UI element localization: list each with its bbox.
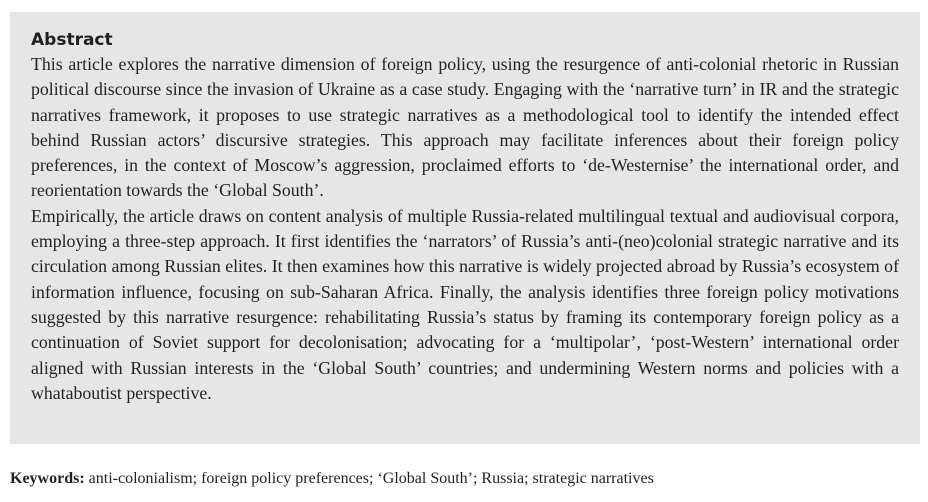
abstract-paragraph-2: Empirically, the article draws on content analysis of multiple Russia-related multilingual textual and audiovisual corpora, employing a three-step approach. It first identifies the ‘narrators’ of Russia’s anti-(neo)colonial strategic narrative and its circulation among Russian elites. It then examines how this narrative is widely projected abroad by Russia’s ecosystem of information influence, focusing on sub-Saharan Africa. Finally, the analysis identifies three foreign policy motivations suggested by this narrative resurgence: rehabilitating Russia’s status by framing its contemporary foreign policy as a continuation of Soviet support for decolonisation; advocating for a ‘multipolar’, ‘post-Western’ international order aligned with Russian interests in the ‘Global South’ countries; and undermining Western norms and policies with a whataboutist perspective.	[31, 205, 899, 403]
abstract-box	[10, 12, 920, 444]
abstract-heading: Abstract	[31, 30, 113, 50]
keywords-label: Keywords:	[10, 470, 85, 487]
keywords-text: anti-colonialism; foreign policy preferences; ‘Global South’; Russia; strategic narratives	[88, 470, 654, 487]
keywords-line	[10, 468, 920, 490]
abstract-paragraph-1: This article explores the narrative dimension of foreign policy, using the resurgence of anti-colonial rhetoric in Russian political discourse since the invasion of Ukraine as a case study. Engaging with the ‘narrative turn’ in IR and the strategic narratives framework, it proposes to use strategic narratives as a methodological tool to identify the intended effect behind Russian actors’ discursive strategies. This approach may facilitate inferences about their foreign policy preferences, in the context of Moscow’s aggression, proclaimed efforts to ‘de-Westernise’ the international order, and reorientation towards the ‘Global South’.	[31, 54, 899, 201]
